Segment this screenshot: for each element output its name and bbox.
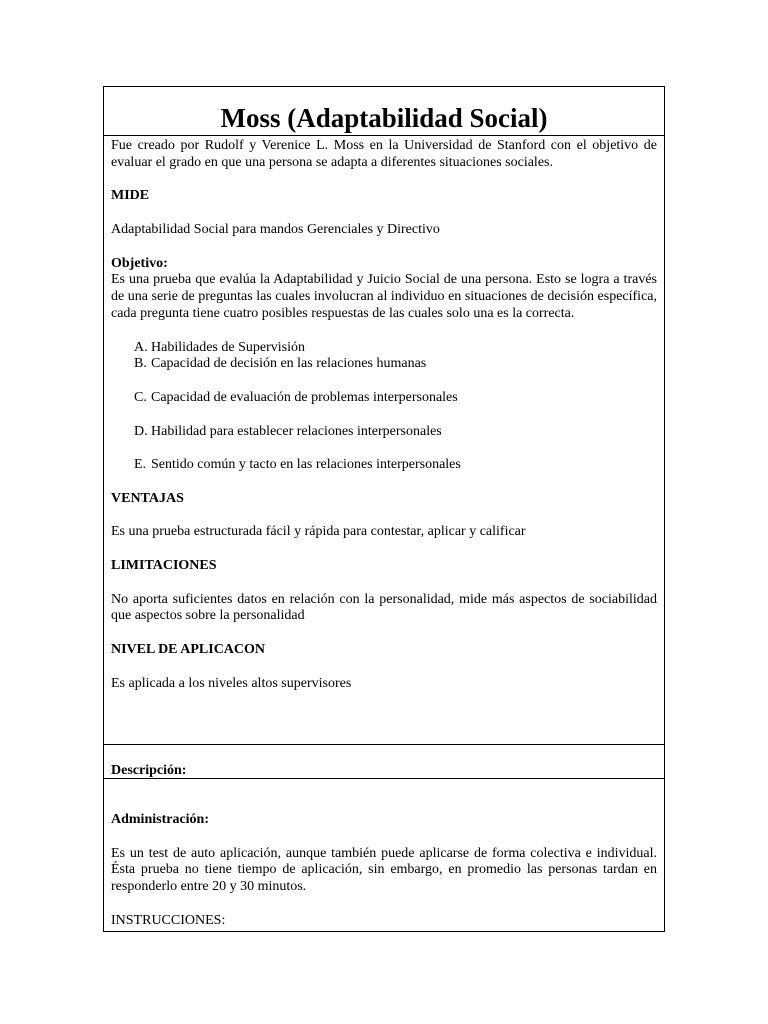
option-letter: E. xyxy=(134,457,147,473)
administracion-heading: Administración: xyxy=(111,812,209,827)
document-title: Moss (Adaptabilidad Social) xyxy=(220,103,548,133)
nivel-heading: NIVEL DE APLICACON xyxy=(111,641,266,657)
option-text: Habilidad para establecer relaciones interpersonales xyxy=(151,423,442,439)
option-text: Capacidad de decisión en las relaciones humanas xyxy=(151,356,427,372)
content-cell xyxy=(104,135,664,744)
administracion-cell xyxy=(104,778,664,931)
descripcion-heading: Descripción: xyxy=(111,763,187,778)
option-text: Habilidades de Supervisión xyxy=(151,339,305,355)
options-list xyxy=(111,340,657,474)
option-letter: C. xyxy=(134,389,147,405)
option-letter: A. xyxy=(134,339,148,355)
option-letter: D. xyxy=(134,423,148,439)
list-item xyxy=(111,340,657,357)
list-item xyxy=(111,424,657,441)
mide-text: Adaptabilidad Social para mandos Gerenciales y Directivo xyxy=(111,221,440,237)
limitaciones-text: No aporta suficientes datos en relación con la personalidad, mide más aspectos de sociabilidad que aspectos sobre la personalidad xyxy=(111,591,657,624)
descripcion-cell xyxy=(104,744,664,778)
instrucciones-heading: INSTRUCCIONES: xyxy=(111,912,226,928)
option-letter: B. xyxy=(134,356,147,372)
list-spacer xyxy=(111,373,657,390)
title-cell xyxy=(104,87,664,135)
mide-heading: MIDE xyxy=(111,188,150,204)
limitaciones-heading: LIMITACIONES xyxy=(111,557,217,573)
administracion-text: Es un test de auto aplicación, aunque también puede aplicarse de forma colectiva e individual. Ésta prueba no tiene tiempo de aplicación, sin embargo, en promedio las personas tardan en responderlo entre 20 y 30 minutos. xyxy=(111,845,657,895)
list-spacer xyxy=(111,407,657,424)
ventajas-text: Es una prueba estructurada fácil y rápida para contestar, aplicar y calificar xyxy=(111,524,526,540)
objetivo-heading: Objetivo: xyxy=(111,255,168,271)
ventajas-heading: VENTAJAS xyxy=(111,490,184,506)
nivel-text: Es aplicada a los niveles altos supervisores xyxy=(111,675,352,691)
list-item xyxy=(111,356,657,373)
option-text: Sentido común y tacto en las relaciones interpersonales xyxy=(151,457,461,473)
list-spacer xyxy=(111,440,657,457)
list-item xyxy=(111,457,657,474)
list-item xyxy=(111,390,657,407)
document-table xyxy=(103,86,665,932)
intro-paragraph: Fue creado por Rudolf y Verenice L. Moss en la Universidad de Stanford con el objetivo de evaluar el grado en que una persona se adapta a diferentes situaciones sociales. xyxy=(111,138,657,170)
objetivo-text: Es una prueba que evalúa la Adaptabilidad y Juicio Social de una persona. Esto se logra a través de una serie de preguntas las cuales involucran al individuo en situaciones de decisión específica, cada pregunta tiene cuatro posibles respuestas de las cuales solo una es la correcta. xyxy=(111,272,657,321)
option-text: Capacidad de evaluación de problemas interpersonales xyxy=(151,389,458,405)
